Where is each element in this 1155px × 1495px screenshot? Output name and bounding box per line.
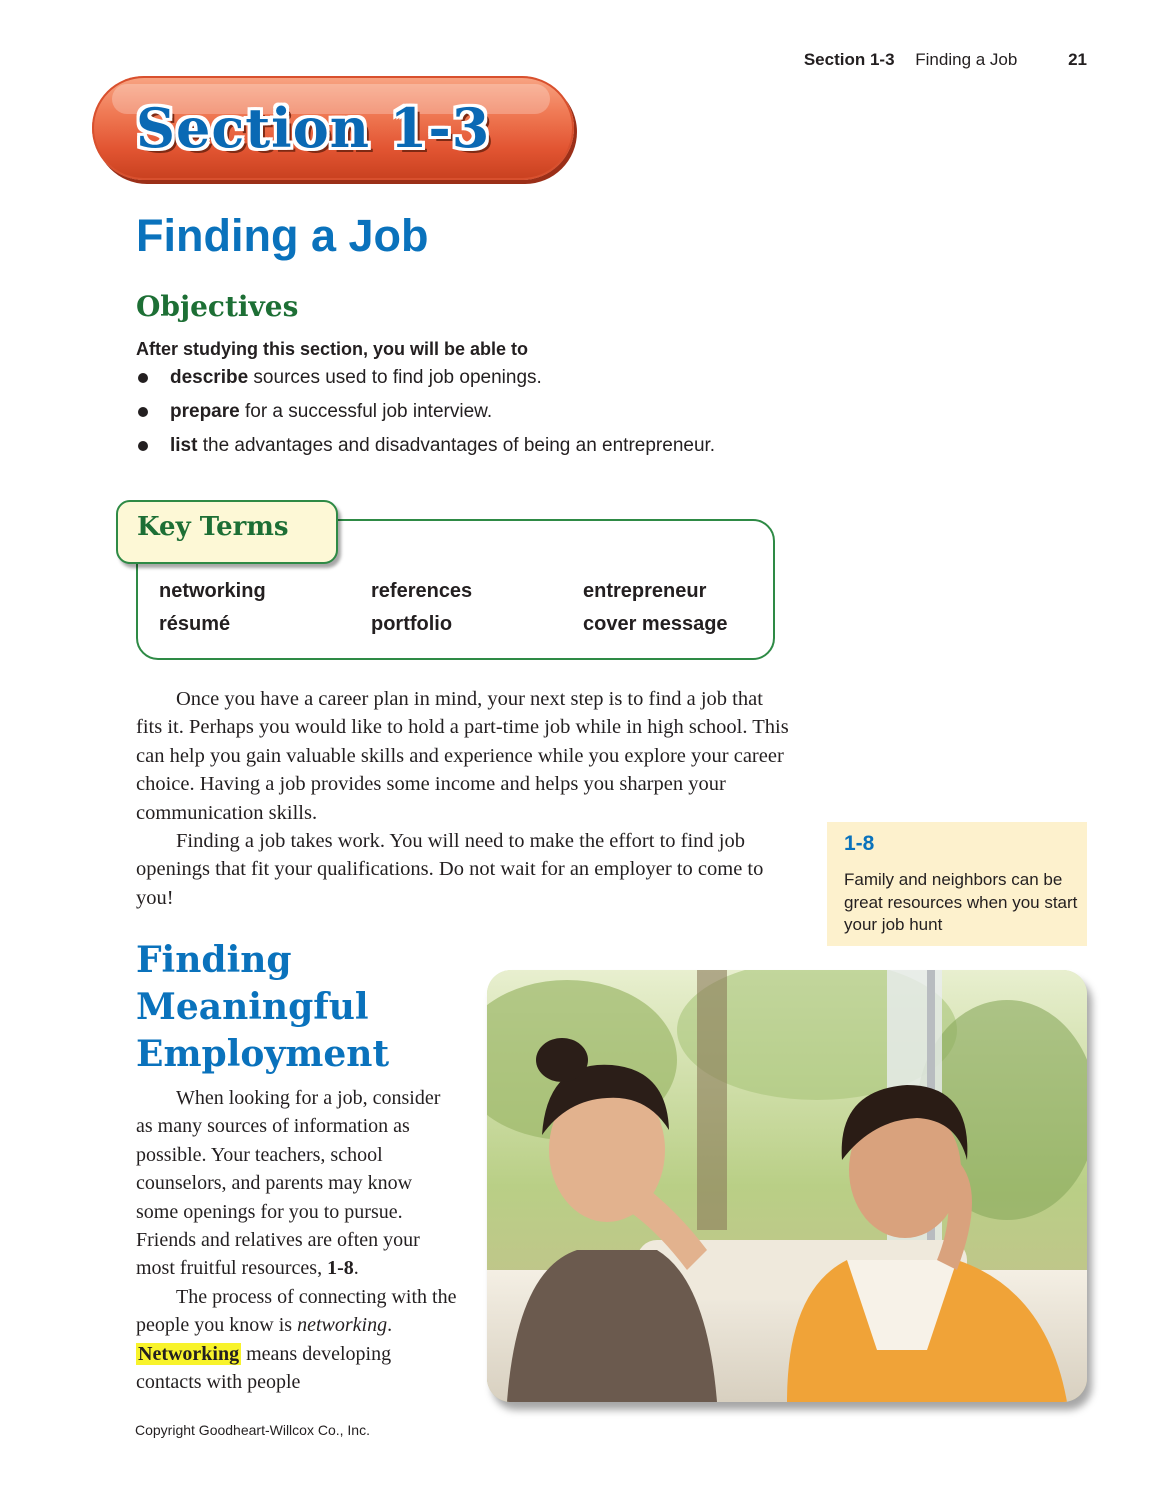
objective-text: the advantages and disadvantages of being an entrepreneur.	[197, 435, 716, 456]
figure-number: 1-8	[844, 832, 875, 855]
body-paragraph: The process of connecting with the people you know is networking. Networking means developing contacts with people	[136, 1285, 457, 1394]
section-badge	[92, 76, 574, 180]
figure-caption-box	[827, 822, 1087, 946]
key-term: entrepreneur	[583, 580, 707, 602]
objective-verb: describe	[170, 367, 249, 388]
figure-reference: 1-8	[327, 1257, 354, 1280]
objective-text: for a successful job interview.	[239, 401, 493, 422]
section-badge-text: Section 1-3	[136, 96, 491, 160]
objective-verb: prepare	[170, 401, 240, 422]
key-terms-tab	[116, 500, 338, 564]
subsection-body	[136, 1084, 458, 1396]
key-terms-heading: Key Terms	[137, 512, 289, 542]
objective-item	[136, 400, 715, 434]
key-term: cover message	[583, 613, 728, 635]
objective-text: sources used to find job openings.	[248, 367, 542, 388]
running-header	[804, 50, 1087, 70]
subsection-heading-line: Meaningful	[136, 986, 369, 1028]
objective-item	[136, 434, 715, 468]
bullet-icon	[138, 373, 148, 383]
intro-paragraph: Finding a job takes work. You will need to make the effort to find job openings that fit your qualifications. Do not wait for an employer to come to you!	[136, 830, 764, 909]
key-term: networking	[159, 580, 266, 602]
subsection-heading-line: Employment	[136, 1033, 390, 1075]
key-term: portfolio	[371, 613, 453, 635]
body-paragraph: When looking for a job, consider as many sources of information as possible. Your teachers, school counselors, and parents may know some openings for you to pursue. Friends and relatives are often your most fruitful resources, 1-8.	[136, 1087, 441, 1280]
bullet-icon	[138, 441, 148, 451]
objective-verb: list	[170, 435, 198, 456]
page-number: 21	[1068, 50, 1087, 69]
running-header-section: Section 1-3	[803, 50, 895, 69]
term-italic: networking	[297, 1314, 388, 1337]
objectives-intro: After studying this section, you will be able to	[136, 339, 529, 359]
subsection-heading	[136, 937, 389, 1078]
bullet-icon	[138, 407, 148, 417]
objectives-list	[136, 366, 715, 468]
intro-body	[136, 685, 792, 912]
objectives-heading: Objectives	[136, 290, 299, 323]
figure-photo	[487, 970, 1087, 1402]
intro-paragraph: Once you have a career plan in mind, your next step is to find a job that fits it. Perhaps you would like to hold a part-time job while in high school. This can help you gain valuable skills and experience while you explore your career choice. Having a job provides some income and helps you sharpen your communication skills.	[136, 688, 789, 824]
key-term: references	[371, 580, 473, 602]
figure-caption: Family and neighbors can be great resources when you start your job hunt	[844, 870, 1078, 934]
copyright: Copyright Goodheart-Willcox Co., Inc.	[135, 1422, 370, 1438]
key-term: résumé	[159, 613, 231, 635]
objective-item	[136, 366, 715, 400]
key-terms-grid	[159, 580, 759, 636]
page-title: Finding a Job	[136, 210, 429, 261]
highlighted-term: Networking	[138, 1342, 240, 1365]
subsection-heading-line: Finding	[136, 939, 292, 981]
running-header-title: Finding a Job	[915, 50, 1018, 69]
photo-illustration	[487, 970, 1087, 1402]
